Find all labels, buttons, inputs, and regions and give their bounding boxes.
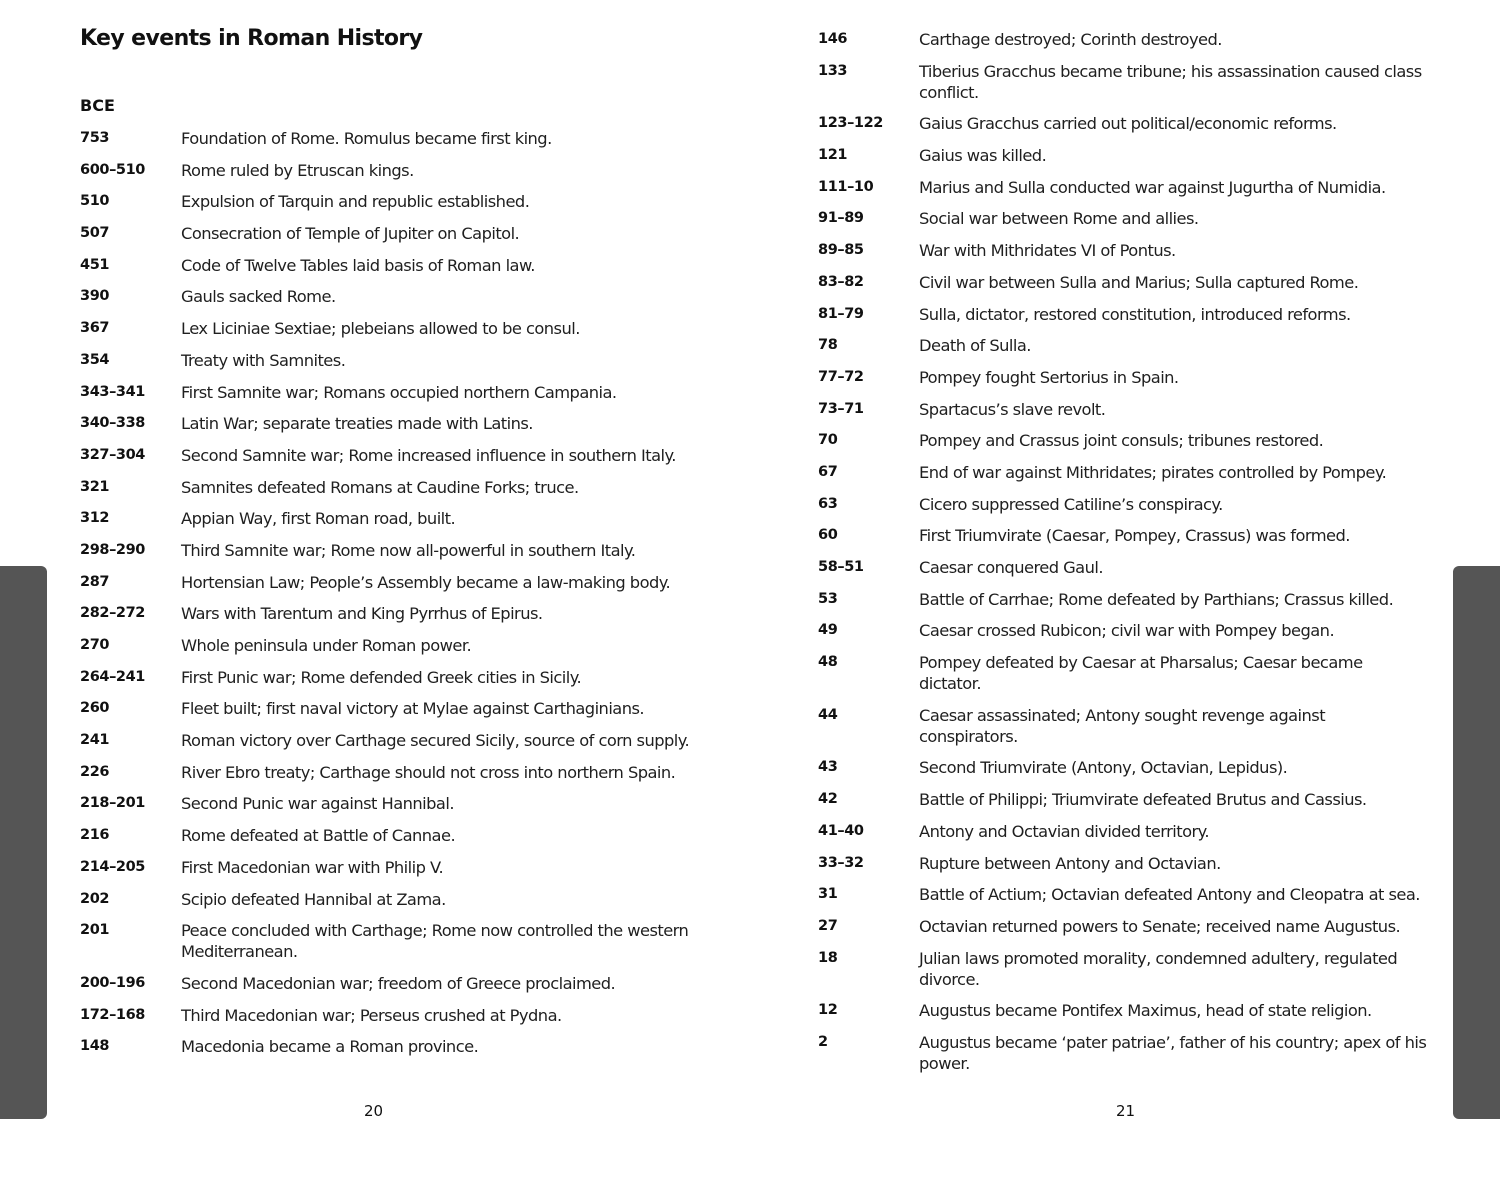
timeline-entry (80, 635, 690, 656)
timeline-entry (80, 286, 690, 307)
event-year: 31 (818, 886, 838, 903)
timeline-entry (80, 973, 690, 994)
event-description: First Samnite war; Romans occupied northern Campania. (181, 382, 617, 402)
event-description: Death of Sulla. (919, 336, 1031, 356)
timeline-entry (80, 730, 690, 751)
timeline-entry (80, 825, 690, 846)
event-description: Augustus became ‘pater patriae’, father of his country; apex of his power. (919, 1032, 1427, 1073)
timeline-entry (818, 367, 1428, 388)
event-year: 343–341 (80, 383, 145, 400)
event-year: 60 (818, 527, 838, 544)
event-year: 27 (818, 917, 838, 934)
event-year: 507 (80, 225, 110, 242)
timeline-entry (80, 350, 690, 371)
event-description: Battle of Actium; Octavian defeated Antony and Cleopatra at sea. (919, 885, 1420, 905)
event-description: Roman victory over Carthage secured Sicily, source of corn supply. (181, 731, 690, 751)
event-description: First Triumvirate (Caesar, Pompey, Crassus) was formed. (919, 526, 1350, 546)
event-year: 390 (80, 288, 110, 305)
timeline-entry (80, 128, 690, 149)
timeline-entry (818, 948, 1428, 990)
timeline-entry (818, 272, 1428, 293)
event-description: Third Samnite war; Rome now all-powerful in southern Italy. (181, 540, 636, 560)
left-timeline (80, 128, 690, 1068)
right-timeline (818, 29, 1428, 1085)
event-description: Battle of Carrhae; Rome defeated by Parthians; Crassus killed. (919, 589, 1394, 609)
event-year: 41–40 (818, 822, 864, 839)
timeline-entry (818, 525, 1428, 546)
event-year: 81–79 (818, 305, 864, 322)
era-label: BCE (80, 96, 115, 115)
event-year: 63 (818, 495, 838, 512)
event-year: 83–82 (818, 273, 864, 290)
page-number-left: 20 (364, 1102, 384, 1120)
event-year: 312 (80, 510, 110, 527)
event-year: 340–338 (80, 415, 145, 432)
event-description: Latin War; separate treaties made with Latins. (181, 414, 533, 434)
event-year: 202 (80, 890, 110, 907)
event-description: First Punic war; Rome defended Greek cities in Sicily. (181, 667, 582, 687)
event-year: 600–510 (80, 161, 145, 178)
timeline-entry (818, 494, 1428, 515)
event-year: 146 (818, 31, 848, 47)
timeline-entry (80, 920, 690, 962)
event-description: Carthage destroyed; Corinth destroyed. (919, 30, 1222, 49)
event-description: Second Punic war against Hannibal. (181, 794, 454, 814)
timeline-entry (80, 1036, 690, 1057)
timeline-entry (80, 1005, 690, 1026)
event-description: Caesar crossed Rubicon; civil war with Pompey began. (919, 621, 1335, 641)
event-description: Rome ruled by Etruscan kings. (181, 160, 414, 180)
timeline-entry (80, 698, 690, 719)
timeline-entry (818, 177, 1428, 198)
timeline-entry (818, 240, 1428, 261)
timeline-entry (818, 208, 1428, 229)
event-description: Peace concluded with Carthage; Rome now controlled the western Mediterranean. (181, 921, 689, 962)
event-year: 18 (818, 949, 838, 966)
event-year: 123–122 (818, 115, 883, 132)
event-description: Sulla, dictator, restored constitution, introduced reforms. (919, 304, 1351, 324)
event-year: 451 (80, 256, 110, 273)
left-thumb-tab (0, 566, 47, 1119)
timeline-entry (818, 1000, 1428, 1021)
event-description: Antony and Octavian divided territory. (919, 821, 1210, 841)
event-year: 321 (80, 478, 110, 495)
timeline-entry (80, 318, 690, 339)
event-year: 53 (818, 590, 838, 607)
event-description: Hortensian Law; People’s Assembly became a law-making body. (181, 572, 671, 592)
event-year: 264–241 (80, 668, 145, 685)
event-year: 70 (818, 432, 838, 449)
right-thumb-tab (1453, 566, 1500, 1119)
event-year: 44 (818, 706, 838, 723)
timeline-entry (80, 445, 690, 466)
timeline-entry (80, 413, 690, 434)
timeline-entry (80, 508, 690, 529)
event-description: Consecration of Temple of Jupiter on Capitol. (181, 224, 520, 244)
event-year: 67 (818, 463, 838, 480)
event-year: 48 (818, 654, 838, 671)
timeline-entry (80, 255, 690, 276)
timeline-entry (818, 1032, 1428, 1074)
event-year: 43 (818, 759, 838, 776)
timeline-entry (80, 603, 690, 624)
timeline-entry (818, 821, 1428, 842)
event-description: Third Macedonian war; Perseus crushed at Pydna. (181, 1005, 562, 1025)
event-description: Augustus became Pontifex Maximus, head of state religion. (919, 1001, 1372, 1021)
event-description: Expulsion of Tarquin and republic established. (181, 192, 530, 212)
event-description: Rome defeated at Battle of Cannae. (181, 826, 456, 846)
event-year: 42 (818, 791, 838, 808)
timeline-entry (818, 145, 1428, 166)
event-year: 367 (80, 320, 110, 337)
event-description: Julian laws promoted morality, condemned adultery, regulated divorce. (919, 948, 1398, 989)
timeline-entry (80, 857, 690, 878)
event-year: 78 (818, 337, 838, 354)
page-number-right: 21 (1116, 1102, 1136, 1120)
event-year: 133 (818, 62, 848, 79)
timeline-entry (818, 652, 1428, 694)
event-year: 58–51 (818, 559, 864, 575)
timeline-entry (818, 589, 1428, 610)
event-description: Whole peninsula under Roman power. (181, 636, 472, 655)
timeline-entry (818, 916, 1428, 937)
event-year: 77–72 (818, 368, 864, 385)
event-year: 121 (818, 147, 848, 164)
event-year: 218–201 (80, 795, 145, 812)
event-year: 216 (80, 827, 110, 844)
event-year: 89–85 (818, 242, 864, 259)
timeline-entry (818, 789, 1428, 810)
timeline-entry (818, 557, 1428, 578)
event-year: 327–304 (80, 446, 145, 463)
event-year: 282–272 (80, 605, 145, 622)
timeline-entry (818, 884, 1428, 905)
event-description: Gaius was killed. (919, 146, 1047, 166)
timeline-entry (80, 667, 690, 688)
timeline-entry (818, 853, 1428, 874)
event-year: 148 (80, 1038, 110, 1055)
event-description: Macedonia became a Roman province. (181, 1037, 479, 1057)
event-year: 33–32 (818, 854, 864, 871)
event-year: 753 (80, 130, 110, 146)
timeline-entry (80, 889, 690, 910)
event-year: 298–290 (80, 541, 145, 558)
event-description: Second Macedonian war; freedom of Greece proclaimed. (181, 973, 616, 993)
event-description: River Ebro treaty; Carthage should not cross into northern Spain. (181, 762, 676, 782)
event-description: Lex Liciniae Sextiae; plebeians allowed to be consul. (181, 319, 580, 339)
event-description: Foundation of Rome. Romulus became first king. (181, 129, 552, 148)
event-description: Rupture between Antony and Octavian. (919, 853, 1221, 873)
event-description: Pompey and Crassus joint consuls; tribunes restored. (919, 431, 1324, 451)
event-description: Octavian returned powers to Senate; received name Augustus. (919, 916, 1401, 936)
event-description: Civil war between Sulla and Marius; Sulla captured Rome. (919, 272, 1359, 292)
event-description: Caesar conquered Gaul. (919, 558, 1103, 577)
event-year: 49 (818, 622, 838, 639)
event-year: 2 (818, 1033, 828, 1050)
event-description: End of war against Mithridates; pirates controlled by Pompey. (919, 462, 1387, 482)
timeline-entry (80, 160, 690, 181)
event-year: 270 (80, 637, 110, 653)
event-year: 200–196 (80, 974, 145, 991)
timeline-entry (80, 540, 690, 561)
timeline-entry (818, 113, 1428, 134)
event-description: Appian Way, first Roman road, built. (181, 509, 456, 529)
event-description: Treaty with Samnites. (181, 350, 346, 370)
timeline-entry (818, 757, 1428, 778)
event-description: War with Mithridates VI of Pontus. (919, 241, 1176, 261)
event-description: Battle of Philippi; Triumvirate defeated Brutus and Cassius. (919, 790, 1367, 810)
timeline-entry (818, 430, 1428, 451)
event-description: Fleet built; first naval victory at Mylae against Carthaginians. (181, 699, 645, 719)
event-description: Social war between Rome and allies. (919, 209, 1199, 229)
event-description: Samnites defeated Romans at Caudine Forks; truce. (181, 477, 579, 497)
event-description: Marius and Sulla conducted war against Jugurtha of Numidia. (919, 177, 1386, 197)
timeline-entry (818, 620, 1428, 641)
event-description: First Macedonian war with Philip V. (181, 857, 444, 877)
event-description: Pompey fought Sertorius in Spain. (919, 367, 1179, 387)
event-year: 260 (80, 700, 110, 717)
timeline-entry (818, 705, 1428, 747)
event-year: 73–71 (818, 400, 864, 417)
event-year: 111–10 (818, 178, 874, 195)
timeline-entry (80, 382, 690, 403)
event-description: Second Samnite war; Rome increased influence in southern Italy. (181, 445, 676, 465)
event-year: 226 (80, 763, 110, 780)
event-year: 172–168 (80, 1006, 145, 1023)
timeline-entry (818, 399, 1428, 420)
event-description: Code of Twelve Tables laid basis of Roman law. (181, 255, 535, 275)
timeline-entry (80, 793, 690, 814)
event-year: 354 (80, 351, 110, 368)
timeline-entry (818, 61, 1428, 103)
timeline-entry (80, 572, 690, 593)
timeline-entry (80, 762, 690, 783)
event-description: Cicero suppressed Catiline’s conspiracy. (919, 494, 1223, 514)
event-year: 510 (80, 193, 110, 210)
event-year: 91–89 (818, 210, 864, 227)
event-description: Pompey defeated by Caesar at Pharsalus; Caesar became dictator. (919, 653, 1363, 694)
event-description: Gaius Gracchus carried out political/economic reforms. (919, 114, 1337, 134)
event-year: 12 (818, 1002, 838, 1019)
event-description: Second Triumvirate (Antony, Octavian, Lepidus). (919, 758, 1288, 778)
timeline-entry (818, 462, 1428, 483)
page-title: Key events in Roman History (80, 26, 423, 51)
timeline-entry (818, 29, 1428, 50)
event-year: 241 (80, 732, 110, 749)
event-year: 214–205 (80, 858, 145, 875)
timeline-entry (818, 304, 1428, 325)
event-year: 201 (80, 922, 110, 939)
event-description: Spartacus’s slave revolt. (919, 399, 1106, 419)
timeline-entry (80, 223, 690, 244)
event-year: 287 (80, 573, 110, 590)
event-description: Scipio defeated Hannibal at Zama. (181, 889, 446, 909)
event-description: Caesar assassinated; Antony sought revenge against conspirators. (919, 705, 1326, 746)
timeline-entry (80, 191, 690, 212)
event-description: Tiberius Gracchus became tribune; his assassination caused class conflict. (919, 61, 1422, 102)
event-description: Wars with Tarentum and King Pyrrhus of Epirus. (181, 604, 543, 624)
event-description: Gauls sacked Rome. (181, 287, 336, 307)
timeline-entry (818, 335, 1428, 356)
timeline-entry (80, 477, 690, 498)
